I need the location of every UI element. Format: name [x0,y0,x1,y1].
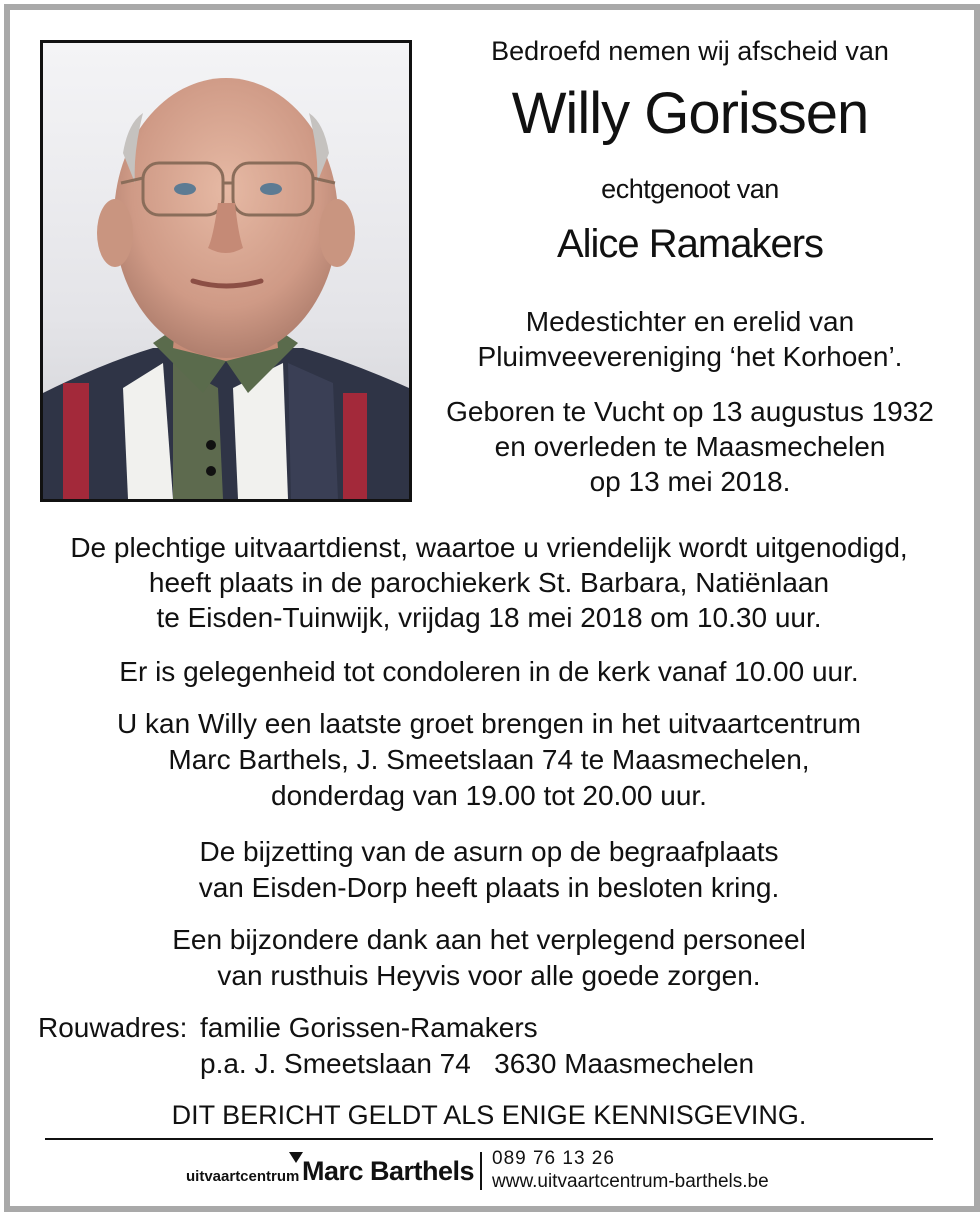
condolence-text: Er is gelegenheid tot condoleren in de kerk vanaf 10.00 uur. [119,656,859,687]
website-link[interactable]: www.uitvaartcentrum-barthels.be [492,1171,769,1192]
brand-triangle-icon [289,1152,303,1163]
phone-number: 089 76 13 26 [492,1148,615,1169]
visit-line-2: Marc Barthels, J. Smeetslaan 74 te Maasmechelen, [168,744,810,775]
intro-text: Bedroefd nemen wij afscheid van [491,36,889,66]
address-label: Rouwadres: [38,1012,188,1043]
spouse-name: Alice Ramakers [556,222,824,266]
role-line-2: Pluimveevereniging ‘het Korhoen’. [477,341,903,372]
visit-line-1: U kan Willy een laatste groet brengen in het uitvaartcentrum [117,708,861,739]
portrait-photo [40,40,412,502]
deceased-name: Willy Gorissen [511,81,869,146]
footer-divider [45,1138,933,1140]
brand-prefix: uitvaartcentrum [186,1168,300,1185]
burial-line-1: De bijzetting van de asurn op de begraafplaats [199,836,779,867]
address-line-2: p.a. J. Smeetslaan 74 3630 Maasmechelen [200,1048,755,1079]
born-line-3: op 13 mei 2018. [589,466,791,497]
notice-text: DIT BERICHT GELDT ALS ENIGE KENNISGEVING. [171,1100,807,1130]
visit-line-3: donderdag van 19.00 tot 20.00 uur. [271,780,707,811]
brand-name: Marc Barthels [302,1156,475,1186]
footer-separator [480,1152,482,1190]
spouse-label: echtgenoot van [601,174,779,204]
portrait-illustration [43,43,409,499]
born-line-1: Geboren te Vucht op 13 augustus 1932 [446,396,934,427]
address-line-1: familie Gorissen-Ramakers [200,1012,538,1043]
thanks-line-1: Een bijzondere dank aan het verplegend personeel [172,924,806,955]
role-line-1: Medestichter en erelid van [525,306,855,337]
born-line-2: en overleden te Maasmechelen [494,431,886,462]
burial-line-2: van Eisden-Dorp heeft plaats in besloten kring. [198,872,780,903]
service-line-3: te Eisden-Tuinwijk, vrijdag 18 mei 2018 om 10.30 uur. [156,602,822,633]
thanks-line-2: van rusthuis Heyvis voor alle goede zorgen. [217,960,761,991]
service-line-2: heeft plaats in de parochiekerk St. Barbara, Natiënlaan [148,567,830,598]
service-line-1: De plechtige uitvaartdienst, waartoe u vriendelijk wordt uitgenodigd, [70,532,908,563]
